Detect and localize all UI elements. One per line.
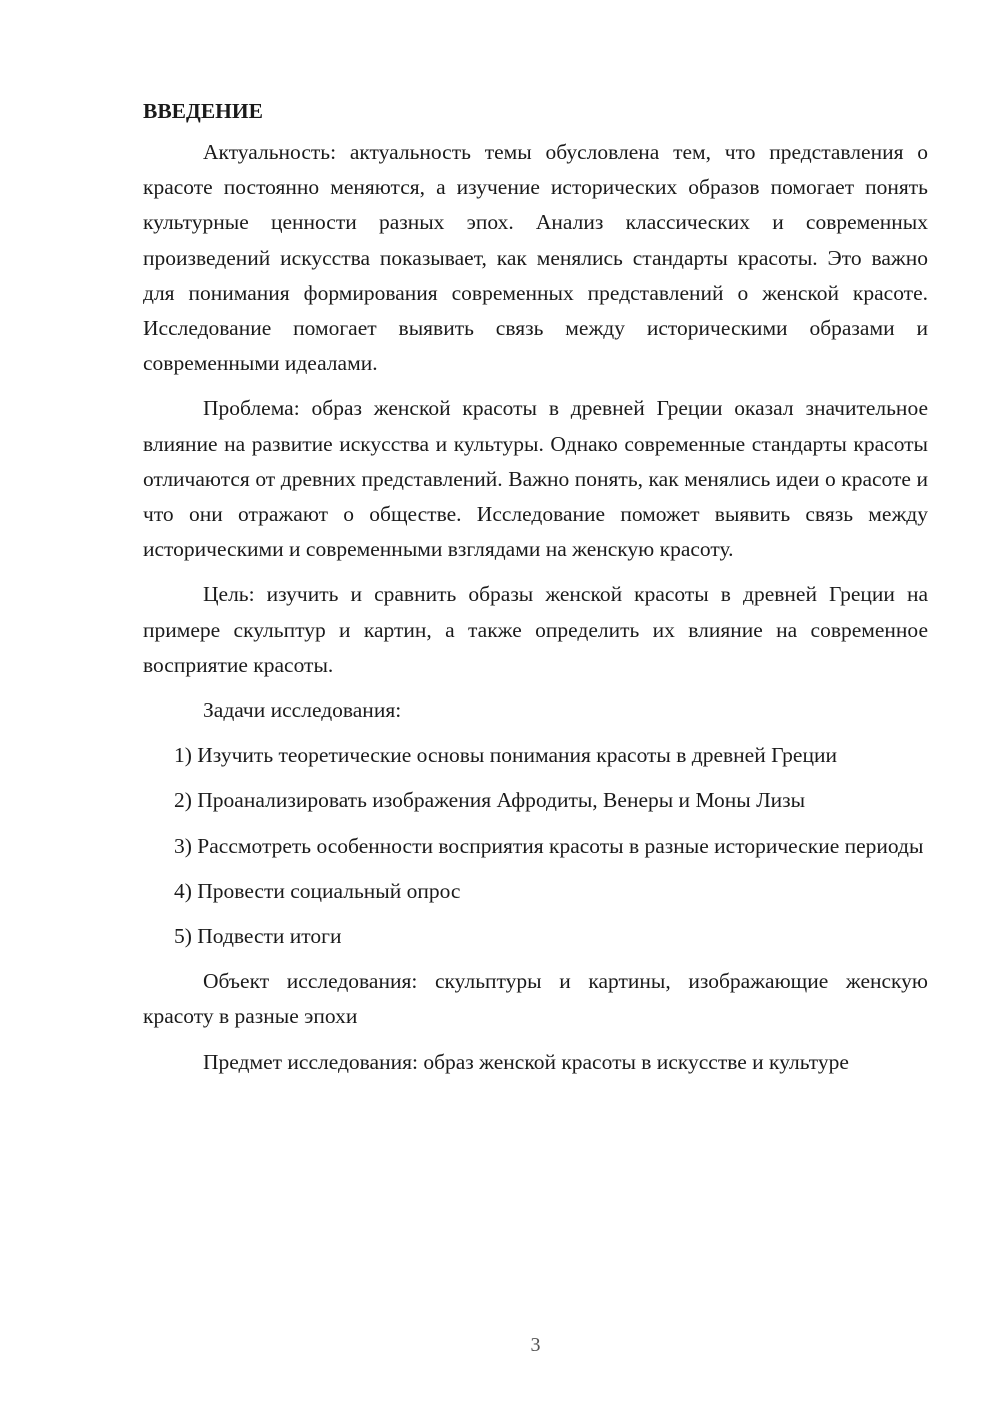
section-title: ВВЕДЕНИЕ: [143, 99, 263, 123]
task-item-4: 4) Провести социальный опрос: [174, 878, 461, 903]
tasks-heading: Задачи исследования:: [203, 698, 402, 723]
subject-paragraph: Предмет исследования: образ женской красоты в искусстве и культуре: [203, 1049, 849, 1074]
page-number: 3: [530, 1334, 541, 1356]
relevance-paragraph: Актуальность: актуальность темы обусловлена тем, что представления о красоте постоянно меняются, а изучение исторических образов помогает понять культурные ценности разных эпох. Анализ классических и современных произведений искусства показывает, как менялись стандарты красоты. Это важно для понимания формирования современных представлений о женской красоте. Исследование помогает выявить связь между историческими образами и современными идеалами.: [143, 140, 928, 376]
task-item-2: 2) Проанализировать изображения Афродиты, Венеры и Моны Лизы: [174, 788, 806, 813]
document-page: [143, 96, 928, 1090]
goal-paragraph: Цель: изучить и сравнить образы женской красоты в древней Греции на примере скульптур и картин, а также определить их влияние на современное восприятие красоты.: [143, 582, 928, 677]
object-paragraph: Объект исследования: скульптуры и картины, изображающие женскую красоту в разные эпохи: [143, 969, 928, 1029]
task-item-5: 5) Подвести итоги: [174, 924, 342, 949]
task-item-3: 3) Рассмотреть особенности восприятия красоты в разные исторические периоды: [174, 833, 924, 858]
problem-paragraph: Проблема: образ женской красоты в древней Греции оказал значительное влияние на развитие искусства и культуры. Однако современные стандарты красоты отличаются от древних представлений. Важно понять, как менялись идеи о красоте и что они отражают о обществе. Исследование поможет выявить связь между историческими и современными взглядами на женскую красоту.: [143, 396, 928, 562]
task-item-1: 1) Изучить теоретические основы понимания красоты в древней Греции: [174, 743, 837, 768]
